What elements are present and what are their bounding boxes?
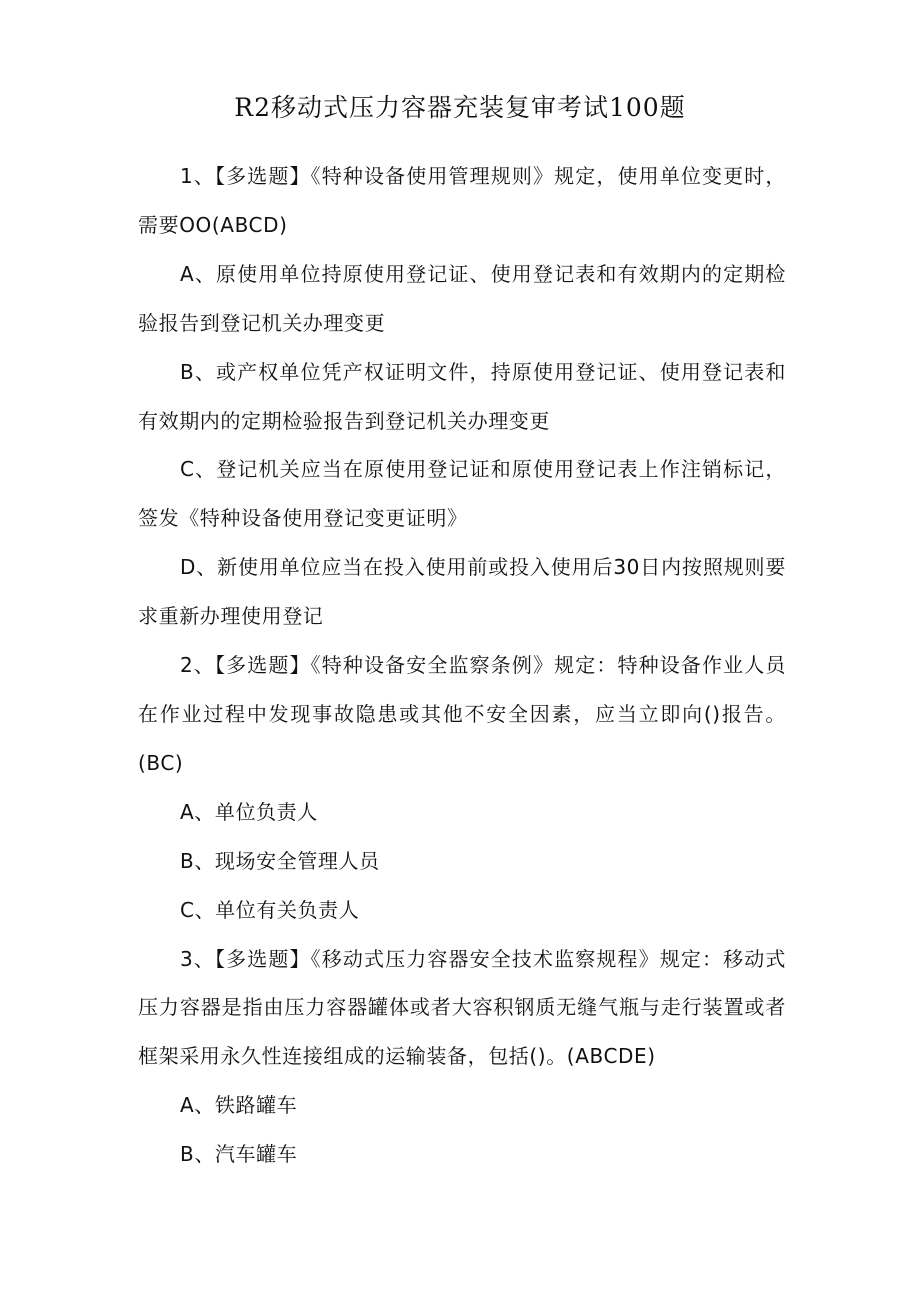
answer-option: C、单位有关负责人 bbox=[180, 897, 360, 922]
answer-option: C、登记机关应当在原使用登记证和原使用登记表上作注销标记，签发《特种设备使用登记变更证明》 bbox=[138, 457, 786, 531]
question-list bbox=[138, 152, 786, 1179]
answer-option: A、原使用单位持原使用登记证、使用登记表和有效期内的定期检验报告到登记机关办理变更 bbox=[138, 261, 786, 335]
question-stem: 1、【多选题】《特种设备使用管理规则》规定，使用单位变更时，需要OO(ABCD) bbox=[138, 164, 786, 237]
answer-option: A、铁路罐车 bbox=[180, 1093, 298, 1118]
question-stem: 2、【多选题】《特种设备安全监察条例》规定：特种设备作业人员在作业过程中发现事故隐患或其他不安全因素，应当立即向()报告。(BC) bbox=[138, 653, 786, 775]
question-stem: 3、【多选题】《移动式压力容器安全技术监察规程》规定：移动式压力容器是指由压力容器罐体或者大容积钢质无缝气瓶与走行装置或者框架采用永久性连接组成的运输装备，包括()。(ABCDE) bbox=[138, 946, 786, 1069]
answer-option: B、或产权单位凭产权证明文件，持原使用登记证、使用登记表和有效期内的定期检验报告到登记机关办理变更 bbox=[138, 359, 786, 433]
answer-option: B、现场安全管理人员 bbox=[180, 848, 380, 873]
answer-option: D、新使用单位应当在投入使用前或投入使用后30日内按照规则要求重新办理使用登记 bbox=[138, 555, 786, 629]
answer-option: B、汽车罐车 bbox=[180, 1142, 298, 1167]
answer-option: A、单位负责人 bbox=[180, 799, 318, 824]
document-title: R2移动式压力容器充装复审考试100题 bbox=[234, 93, 686, 122]
